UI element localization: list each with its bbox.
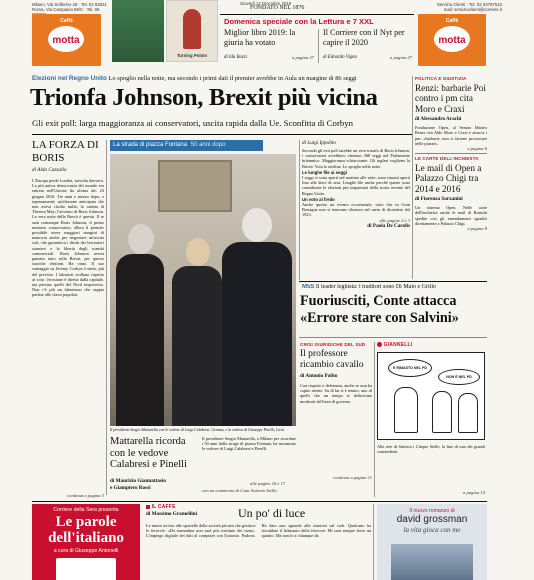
photo-person-1 <box>116 224 164 426</box>
photo-page: alle pagine 16 e 17 <box>250 481 286 486</box>
bottom-promo-sub: a cura di Giuseppe Antonelli <box>53 548 119 554</box>
right-column-divider <box>412 76 413 279</box>
lead-kicker-label: Elezioni nel Regno Unito <box>32 75 107 82</box>
editorial-byline: di Aldo Cazzullo <box>32 167 67 173</box>
photo-byline-2: e Giampiero Rossi <box>110 485 151 491</box>
right-section-2: LE CARTE DELL'INCHIESTA <box>415 156 479 162</box>
caffe-bullet-icon <box>146 505 150 509</box>
polito-section: CRISI GIURIDICHE DEL SUD <box>300 342 366 347</box>
lead-story-text <box>302 140 410 278</box>
right-text-2: Un sistema Open. Nelle carte dell'inchiesta anche le mail di Bianchi spedite con gli emendamenti sgraditi direttamente a Palazzo Chigi. <box>415 205 487 226</box>
m5s-kicker-label: M5S <box>302 284 315 290</box>
m5s-kicker-text: Il leader leghista: i traditori sono Di Maio e Grillo <box>315 284 436 290</box>
cartoon-bubble-2: NON È NEL PD <box>438 369 480 385</box>
giannelli-caption: Alla rete di Sinistra i Cinque Stelle, la fine di uno dei grandi contendenti. <box>377 444 485 455</box>
right-title-2[interactable]: Le mail di Open a Palazzo Chigi tra 2014 e 2016 <box>415 163 482 194</box>
bottom-rule <box>32 501 487 502</box>
caffe-section: IL CAFFÈ <box>146 504 371 510</box>
photo-byline-1: di Maurizio Giannattasio <box>110 478 166 484</box>
caffe-block <box>146 504 371 580</box>
lead-kicker <box>32 75 412 82</box>
m5s-bottom-rule <box>299 337 487 338</box>
polito-headline[interactable]: Il professore ricambio cavallo <box>300 349 364 370</box>
lead-kicker-text: Lo spoglio nella notte, ma secondo i primi dati il premier avrebbe in Aula un margine di 86 seggi <box>108 75 357 82</box>
lead-story-sub2: Un voto al fredo <box>302 196 335 202</box>
lead-story-byline-3: di Paola De Carolis <box>367 222 410 229</box>
motta-logo: motta <box>48 26 84 52</box>
polito-divider <box>374 342 375 497</box>
motta-ad-left[interactable]: Caffè motta <box>32 14 101 66</box>
promo-box[interactable] <box>220 14 414 67</box>
editorial-divider <box>106 140 107 495</box>
promo-divider <box>318 29 319 63</box>
caffe-divider <box>373 504 374 580</box>
photo-person-2 <box>172 238 222 426</box>
photo-comment: con un commento di Gian Antonio Stella <box>202 488 277 493</box>
motta-logo-right: motta <box>434 26 470 52</box>
right-text-1: Fondazione Open, al Senato Matteo Renzi cita Aldo Moro e Craxi e attacca i pm: «barbarie, non ci faremo processare nelle piazze». <box>415 125 487 146</box>
editorial-text: L'Europa perde Londra, stavolta davvero. La più antica democrazia del mondo era entrata nell'Unione da ultima dei 23 giugno 2016. Tre anni e mezzo dopo, e ripensamenti; un'elezione anticipata che non aveva risolto nulla; la caduta di Theresa May; l'avvento di Boris Johnson. La vera notte della Brexit è questa. Il re sarà comunque Boris Johnson, il primo ministro conservatore, allora il premier possibile avere maggiori margini di manovra anche per negoziare un'uscita soft, che garantisca i diritti dei lavoratori stranieri e la libertà degli scambi commerciali. Boris Johnson aveva puntato tutto sulla Brexit, per questo storiche elezioni. Ha vinto. Il suo vantaggio su Jeremy Corbyn è netto, più del previsto. I laburisti crollano rispetto al voto: l'erosione è diretta dalla capitale, ma persino quelli del Nord impoverito. Non c'è più un laburismo che sappia parlare alle classi popolari. <box>32 178 104 298</box>
masthead <box>0 0 534 70</box>
masthead-date: Giovedì 12 Dicembre 2019 <box>240 1 292 6</box>
right-col-rule <box>415 153 487 154</box>
caffe-title[interactable]: Un po' di luce <box>238 506 306 520</box>
photo-headline[interactable]: Mattarella ricorda con le vedove Calabresi e Pinelli <box>110 436 187 471</box>
editorial-column <box>32 139 104 497</box>
promo-left-page: a pagina 27 <box>292 55 314 60</box>
lead-story-body: Secondo gli exit poll sarebbe un vero trionfo di Boris Johnson: i conservatori avrebbero ottenuto 368 seggi nel Parlamento britannico. Maggioranza schiacciante. Gli inglesi vogliono la Brexit. Vota la sterlina. Lo spoglio nella notte. <box>302 148 410 169</box>
masthead-address-right: Servizio Clienti · Tel. 02 63797510 mail: servizioclienti@corriere.it <box>436 2 502 13</box>
cartoon-figure-1 <box>394 387 418 433</box>
photo-text: Il presidente Sergio Mattarella, a Milano per ricordare i 50 anni dalla strage di piazza Fontana, ha incontrato le vedove di Luigi Calabresi e Pinelli. <box>202 436 296 452</box>
lead-subhead: Gli exit poll: larga maggioranza ai conservatori, uscita rapida dalla Ue. Sconfitta di Corbyn <box>32 118 354 128</box>
promo-right-page: a pagina 27 <box>390 55 412 60</box>
giannelli-block <box>377 342 487 500</box>
polito-column <box>300 342 372 500</box>
photo-wall-painting <box>158 160 232 212</box>
bottom-promo-top: Corriere della Sera presenta <box>53 507 119 513</box>
book-ad-title: la vita gioca con me <box>403 526 461 534</box>
polito-page: continua a pagina 11 <box>333 475 372 480</box>
m5s-headline[interactable]: Fuoriusciti, Conte attacca «Errore stare con Salvini» <box>300 293 459 326</box>
polito-text: Con rispetto e deferenza, anche se non ha capito niente. Su di lui si è tenuto, uno di quelli che un tempo si definivano moderati dell'area di governo. <box>300 383 372 404</box>
right-column <box>415 76 487 280</box>
photo-tag: La strada di piazza Fontana 50 anni dopo <box>110 140 263 151</box>
photo-person-mattarella <box>222 208 292 426</box>
book-ad-top: Il nuovo romanzo di <box>409 508 455 514</box>
photo-mattarella[interactable] <box>110 154 296 426</box>
giannelli-page: a pagina 10 <box>463 490 485 495</box>
bottom-promo-parole[interactable] <box>32 504 140 580</box>
m5s-rule <box>299 281 487 282</box>
polito-byline: di Antonio Polito <box>300 373 338 379</box>
ad-image-green[interactable] <box>112 0 164 62</box>
promo-headline: Domenica speciale con la Lettura e 7 XXL <box>224 17 374 26</box>
caffe-text: Le nuove avviso alle sportelle della società privata che gestisce le ferrovie: «Da stamattina non sarà più costituto dei treni». L'impiego digitale dei dati al computer con l'intarsio. Padova. Ho dato uno sguardo alle reazioni sul web. Qualcuno ha riscaldato il fidanzato della ferrovie: Mi sarà sempre forse un quattro. Ma non lo a chiunque dà. <box>146 523 371 539</box>
right-byline-1: di Alessandro Arachi <box>415 116 462 123</box>
lead-headline[interactable]: Trionfa Johnson, Brexit più vicina <box>30 84 378 111</box>
cartoon-figure-2 <box>432 391 452 433</box>
lead-story-page: alle pagine 2 e 3 <box>379 217 410 223</box>
cartoon-bubble-1: È RIMASTO NEL PD <box>388 359 432 377</box>
promo-left-title[interactable]: Miglior libro 2019: la giuria ha votato <box>224 28 296 47</box>
motta-ad-right[interactable]: Caffè motta <box>418 14 486 66</box>
bottom-book-ad[interactable] <box>377 504 487 580</box>
giannelli-cartoon[interactable] <box>377 352 485 440</box>
cartoon-figure-3 <box>458 393 478 433</box>
caffe-byline: di Massimo Gramellini <box>146 511 198 517</box>
photo-caption: Il presidente Sergio Mattarella con le vedove di Luigi Calabresi, Gemma, e la vedova di Giuseppe Pinelli, Licia <box>110 428 285 432</box>
lead-story-sub1: Le lunghe file ai seggi <box>302 169 347 175</box>
lead-story-body2: I seggi si sono aperti nel mattino alle sette, sono rimasti aperti fino alle dieci di sera. Lunghe file anche perché queste sono considerate le elezioni più importanti della storia recente del Regno Unito. <box>302 175 410 196</box>
lead-rule <box>32 134 412 135</box>
photo-block <box>110 140 296 500</box>
right-title-1[interactable]: Renzi: barbarie Poi contro i pm cita Moro e Craxi <box>415 83 486 114</box>
lead-story-byline: di Luigi Ippolito <box>302 140 337 146</box>
giannelli-bullet-icon <box>377 342 382 347</box>
ad-book-turning-points[interactable]: Turning Points <box>166 0 218 62</box>
promo-right-byline: di Edoardo Vigna <box>323 55 357 60</box>
editorial-page: continua a pagina 3 <box>67 493 104 498</box>
giannelli-section: GIANNELLI <box>377 342 487 348</box>
photo-divider <box>299 140 300 280</box>
promo-left-byline: di Ida Bozzi <box>224 55 247 60</box>
masthead-address-left: Milano, Via Solferino 28 · Tel. 02 62821 Roma, Via Campania 59/C · Tel. 06 <box>32 2 107 13</box>
m5s-kicker <box>302 284 487 290</box>
masthead-founded: FONDATO NEL 1876 <box>250 5 305 11</box>
bottom-promo-title: Le parole dell'italiano <box>48 514 124 546</box>
lead-story-body3: Anche questo un evento eccezionale, visto che in Gran Bretagna non si tenevano elezioni nel mese di dicembre dal 1923. <box>302 202 410 218</box>
promo-right-title[interactable]: Il Corriere con il Nyt per capire il 2020 <box>323 28 405 47</box>
book-ad-author: david grossman <box>396 514 468 525</box>
book-cover-figure <box>183 9 201 49</box>
right-page-2: a pagina 8 <box>467 226 487 232</box>
right-page-1: a pagina 6 <box>467 146 487 152</box>
right-byline-2: di Fiorenza Sarzanini <box>415 196 463 203</box>
right-section-1: POLITICA E GIUSTIZIA <box>415 76 467 81</box>
editorial-title[interactable]: LA FORZA DI BORIS <box>32 139 99 164</box>
book-ad-cover-image <box>391 544 473 580</box>
bottom-promo-book <box>56 558 116 580</box>
